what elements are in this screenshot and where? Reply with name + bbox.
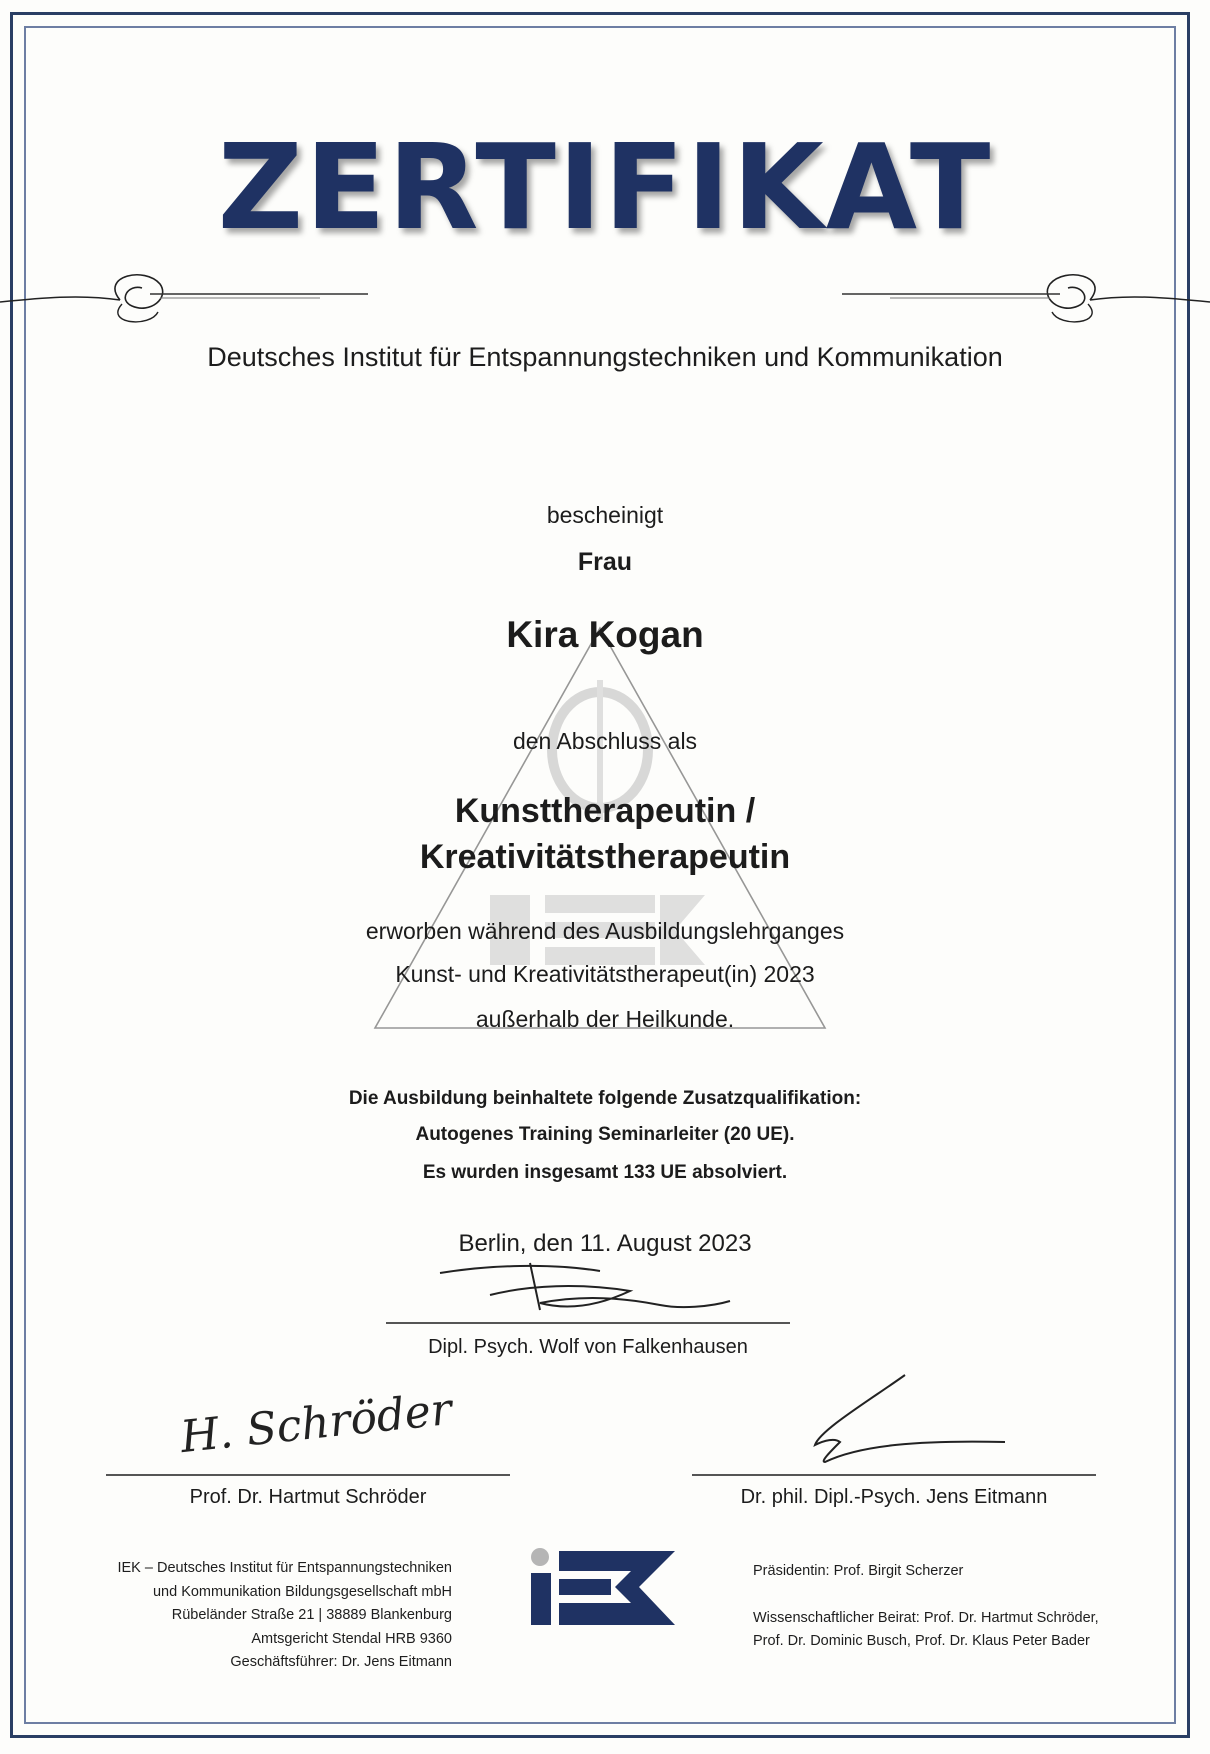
- right-signatory: Dr. phil. Dipl.-Psych. Jens Eitmann: [740, 1486, 1048, 1508]
- acquired-line-2: Kunst- und Kreativitätstherapeut(in) 2023: [395, 961, 815, 987]
- left-signature: H. Schröder: [178, 1383, 455, 1464]
- completion-label: den Abschluss als: [512, 728, 698, 754]
- footer-board-line-1: Wissenschaftlicher Beirat: Prof. Dr. Hartmut Schröder,: [753, 1609, 1099, 1626]
- footer-president: Präsidentin: Prof. Birgit Scherzer: [753, 1563, 964, 1579]
- footer-board-info: [753, 1560, 1099, 1654]
- intro-text: bescheinigt: [546, 502, 664, 528]
- left-flourish-icon: [0, 254, 370, 324]
- center-signature-icon: [430, 1255, 750, 1320]
- footer-board-line-2: Prof. Dr. Dominic Busch, Prof. Dr. Klaus Peter Bader: [753, 1633, 1090, 1649]
- certificate-title: ZERTIFIKAT: [217, 118, 993, 256]
- center-signatory: Dipl. Psych. Wolf von Falkenhausen: [428, 1336, 748, 1358]
- acquired-line-3: außerhalb der Heilkunde.: [475, 1006, 735, 1032]
- degree-line-2: Kreativitätstherapeutin: [419, 838, 791, 876]
- left-signature-line: [106, 1474, 510, 1476]
- additional-qualification-line-1: Die Ausbildung beinhaltete folgende Zusatzqualifikation:: [348, 1088, 862, 1109]
- left-signatory: Prof. Dr. Hartmut Schröder: [189, 1486, 427, 1508]
- place-date: Berlin, den 11. August 2023: [458, 1230, 752, 1257]
- salutation: Frau: [577, 548, 633, 576]
- right-signature-icon: [800, 1370, 1020, 1470]
- center-signature-line: [386, 1322, 790, 1324]
- additional-qualification-line-3: Es wurden insgesamt 133 UE absolviert.: [422, 1162, 788, 1183]
- institute-name: Deutsches Institut für Entspannungstechniken und Kommunikation: [207, 342, 1003, 372]
- recipient-name: Kira Kogan: [506, 614, 704, 655]
- footer-company-info: [117, 1557, 452, 1675]
- acquired-line-1: erworben während des Ausbildungslehrganges: [365, 918, 845, 944]
- degree-line-1: Kunsttherapeutin /: [454, 792, 756, 830]
- additional-qualification-line-2: Autogenes Training Seminarleiter (20 UE).: [415, 1124, 795, 1145]
- footer-left-line: IEK – Deutsches Institut für Entspannungstechniken: [117, 1560, 452, 1576]
- right-signature-line: [692, 1474, 1096, 1476]
- footer-left-line: Geschäftsführer: Dr. Jens Eitmann: [230, 1654, 452, 1670]
- footer-left-line: Amtsgericht Stendal HRB 9360: [251, 1630, 452, 1647]
- footer-left-line: und Kommunikation Bildungsgesellschaft mbH: [152, 1583, 452, 1600]
- footer-left-line: Rübeländer Straße 21 | 38889 Blankenburg: [171, 1607, 452, 1623]
- right-flourish-icon: [840, 254, 1210, 324]
- iek-logo-icon: [527, 1547, 679, 1627]
